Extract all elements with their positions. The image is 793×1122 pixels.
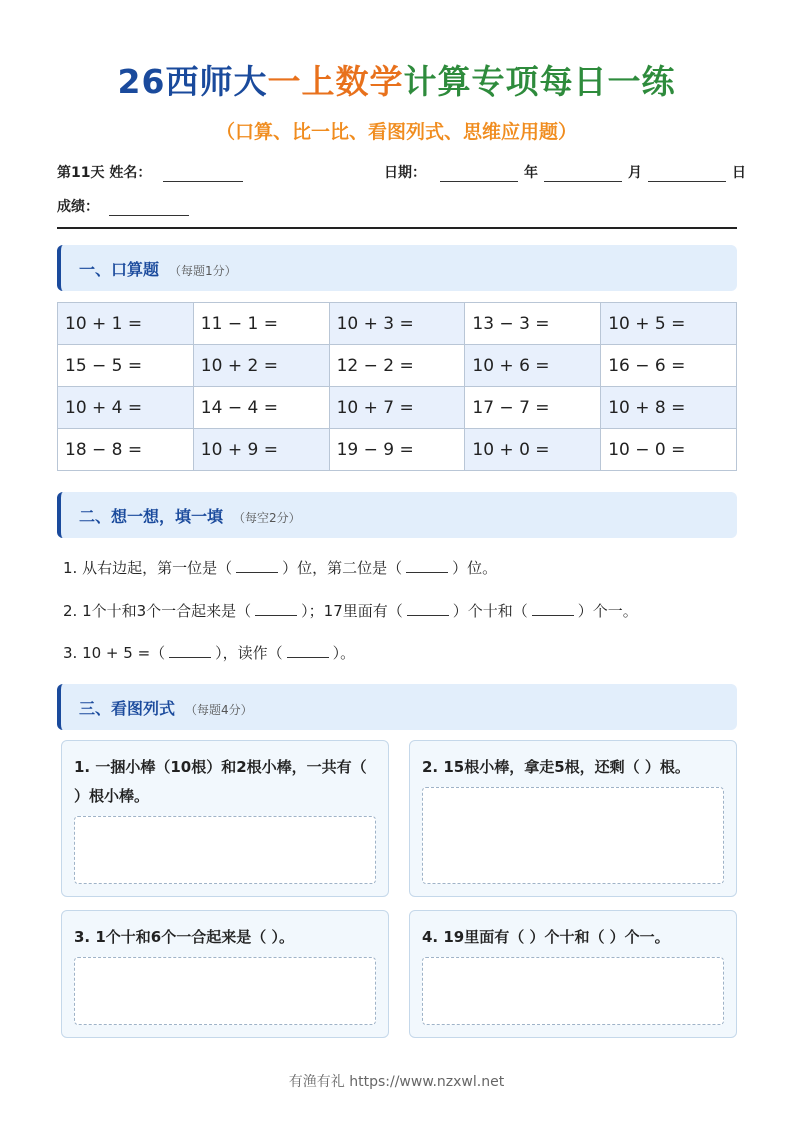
table-cell: 14 − 4 = [193,387,329,429]
score-label: 成绩： [57,199,99,215]
score-field[interactable] [109,201,189,216]
answer-blank[interactable] [287,645,329,658]
table-row [58,387,737,429]
section-1-note: （每题1分） [169,264,237,278]
table-cell: 15 − 5 = [58,345,194,387]
day-label: 日 [732,165,746,181]
answer-blank[interactable] [255,603,297,616]
fill-text: ）个一。 [577,602,638,620]
section-2-header [57,492,737,538]
day-field[interactable] [648,167,726,182]
table-cell: 10 + 8 = [601,387,737,429]
fill-text: 3. 10 + 5 =（ [63,644,166,662]
fill-question-2 [63,600,638,621]
page-title [0,56,793,103]
date-label: 日期： [384,165,426,181]
table-cell: 10 + 6 = [465,345,601,387]
table-cell: 10 + 1 = [58,303,194,345]
table-cell: 10 + 0 = [465,429,601,471]
fill-text: ）位，第二位是（ [282,559,403,577]
answer-box[interactable] [74,957,376,1025]
fill-question-3 [63,642,355,663]
title-part-2: 一上数学 [267,62,404,101]
card-question: 3. 1个十和6个一合起来是（ ）。 [74,928,294,946]
score-row [57,196,189,216]
section-3-header [57,684,737,730]
table-row [58,303,737,345]
footer-watermark: 有渔有礼 https://www.nzxwl.net [288,1074,505,1090]
section-3-title: 三、看图列式 [79,699,176,718]
year-field[interactable] [440,167,518,182]
fill-question-1 [63,557,497,578]
table-cell: 10 − 0 = [601,429,737,471]
name-row [57,162,243,182]
title-part-1: 26西师大 [117,62,268,101]
month-field[interactable] [544,167,622,182]
table-cell: 12 − 2 = [329,345,465,387]
card-question: 4. 19里面有（ ）个十和（ ）个一。 [422,928,670,946]
fill-text: ）个十和（ [452,602,528,620]
picture-problem-card [409,910,737,1038]
year-label: 年 [524,165,538,181]
table-cell: 10 + 9 = [193,429,329,471]
fill-text: 1. 从右边起，第一位是（ [63,559,233,577]
date-row [384,162,746,182]
page-subtitle: （口算、比一比、看图列式、思维应用题） [215,121,577,143]
answer-blank[interactable] [532,603,574,616]
answer-blank[interactable] [406,560,448,573]
picture-problem-card [61,910,389,1038]
title-part-3: 计算专项每日一练 [403,62,676,101]
fill-text: 2. 1个十和3个一合起来是（ [63,602,252,620]
answer-blank[interactable] [407,603,449,616]
table-cell: 18 − 8 = [58,429,194,471]
day-name-label: 第11天 姓名： [57,165,152,181]
table-cell: 10 + 3 = [329,303,465,345]
table-row [58,345,737,387]
header-divider [57,227,737,229]
table-cell: 19 − 9 = [329,429,465,471]
table-cell: 10 + 2 = [193,345,329,387]
table-cell: 11 − 1 = [193,303,329,345]
section-1-title: 一、口算题 [79,260,160,279]
picture-problem-card [61,740,389,897]
fill-text: ）。 [332,644,356,662]
month-label: 月 [628,165,642,181]
section-3-note: （每题4分） [185,703,253,717]
fill-text: ），读作（ [215,644,283,662]
picture-problem-card [409,740,737,897]
section-2-note: （每空2分） [233,511,301,525]
table-row [58,429,737,471]
table-cell: 16 − 6 = [601,345,737,387]
card-question: 1. 一捆小棒（10根）和2根小棒，一共有（ ）根小棒。 [74,758,367,805]
fill-text: ）；17里面有（ [301,602,403,620]
answer-box[interactable] [422,787,724,884]
section-1-heading [79,257,237,280]
oral-calc-table [57,302,737,471]
table-cell: 17 − 7 = [465,387,601,429]
name-field[interactable] [163,167,243,182]
answer-box[interactable] [74,816,376,884]
section-3-heading [79,696,253,719]
section-1-header [57,245,737,291]
answer-box[interactable] [422,957,724,1025]
table-cell: 13 − 3 = [465,303,601,345]
answer-blank[interactable] [169,645,211,658]
section-2-title: 二、想一想，填一填 [79,507,224,526]
table-cell: 10 + 4 = [58,387,194,429]
fill-text: ）位。 [452,559,498,577]
table-cell: 10 + 5 = [601,303,737,345]
table-cell: 10 + 7 = [329,387,465,429]
card-question: 2. 15根小棒，拿走5根，还剩（ ）根。 [422,758,690,776]
section-2-heading [79,504,301,527]
answer-blank[interactable] [236,560,278,573]
